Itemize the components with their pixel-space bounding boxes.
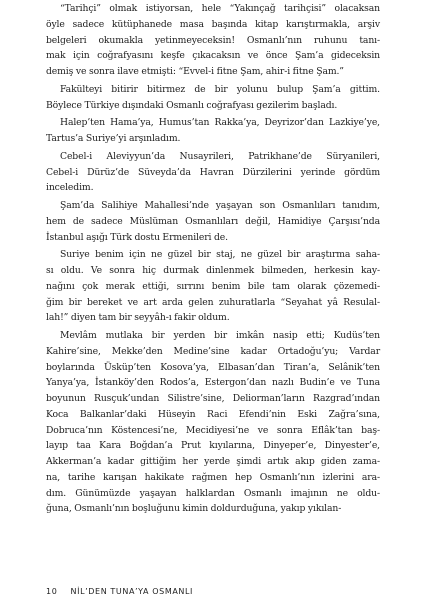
text-line: demiş ve sonra ilave etmişti: “Evvel-i fitne Şam, ahir-i fitne Şam.” <box>46 66 344 77</box>
paragraph <box>46 328 380 517</box>
text-line: inceledim. <box>46 182 94 194</box>
paragraph <box>46 1 380 80</box>
text-line: Akkerman’a kadar gittiğim her yerde şimdi artık akıp giden zama- <box>46 456 380 467</box>
text-line: Halep’ten Hama’ya, Humus’tan Rakka’ya, Deyrizor’dan Lazkiye’ye, <box>60 117 380 129</box>
paragraph <box>46 247 380 326</box>
text-line: Fakülteyi bitirir bitirmez de bir yolunu bulup Şam’a gittim. <box>60 83 380 95</box>
running-title: NİL’DEN TUNA’YA OSMANLI <box>70 587 194 596</box>
text-line: lah!” diyen tam bir seyyâh-ı fakir oldum. <box>46 312 230 324</box>
text-line: Şam’da Salihiye Mahallesi’nde yaşayan son Osmanlıları tanıdım, <box>60 200 380 211</box>
text-line: layıp taa Kara Boğdan’a Prut kıyılarına, Dinyeper’e, Dinyester’e, <box>46 440 380 452</box>
text-line: mak için coğrafyasını keşfe çıkacaksın ve önce Şam’a gideceksin <box>46 50 380 62</box>
text-line: boyunun Rusçuk’undan Silistre’sine, Deliorman’ların Razgrad’ından <box>46 393 380 404</box>
paragraph <box>46 149 380 196</box>
text-line: Suriye benim için ne güzel bir staj, ne güzel bir araştırma saha- <box>60 249 380 261</box>
text-line: na, tarihe karışan hakikate rağmen hep Osmanlı’nın izlerini ara- <box>46 471 380 483</box>
text-line: Mevlâm mutlaka bir yerden bir imkân nasip etti; Kudüs’ten <box>60 330 380 341</box>
text-line: belgeleri okumakla yetinmeyeceksin! Osmanlı’nın ruhunu tanı- <box>46 34 380 46</box>
text-line: Tartus’a Suriye’yi arşınladım. <box>46 133 181 144</box>
text-line: Dobruca’nın Köstencesi’ne, Mecidiyesi’ne ve sonra Eflâk’tan baş- <box>46 424 380 436</box>
page-number: 10 <box>46 587 58 596</box>
text-line: ğim bir bereket ve art arda gelen zuhuratlarla “Seyahat yâ Resulal- <box>46 296 380 308</box>
text-line: Yanya’ya, İstanköy’den Rodos’a, Estergon’dan nazlı Budin’e ve Tuna <box>46 377 380 389</box>
text-line: dım. Günümüzde yaşayan halklardan Osmanlı imajının ne oldu- <box>46 487 380 499</box>
text-line: İstanbul aşığı Türk dostu Ermenileri de. <box>46 231 228 243</box>
text-line: öyle sadece kütüphanede masa başında kitap karıştırmakla, arşiv <box>46 18 380 30</box>
text-line: Böylece Türkiye dışındaki Osmanlı coğrafyası gezilerim başladı. <box>46 99 338 111</box>
body-text <box>46 1 380 519</box>
page-footer <box>46 587 193 596</box>
text-line: ğuna, Osmanlı’nın boşluğunu kimin doldurduğuna, yakıp yıkılan- <box>46 503 342 515</box>
text-line: Koca Balkanlar’daki Hüseyin Raci Efendi’nin Eski Zağra’sına, <box>46 408 380 420</box>
paragraph <box>46 115 380 147</box>
paragraph <box>46 82 380 114</box>
text-line: Kahire’sine, Mekke’den Medine’sine kadar Ortadoğu’yu; Vardar <box>46 345 380 357</box>
text-line: hem de sadece Müslüman Osmanlıları değil, Hamidiye Çarşısı’nda <box>46 215 380 227</box>
paragraph <box>46 198 380 245</box>
text-line: boylarında Üsküp’ten Kosova’ya, Elbasan’dan Tiran’a, Selânik’ten <box>46 361 380 373</box>
text-line: nağını çok merak ettiği, sırrını benim bile tam olarak çözemedi- <box>46 280 380 292</box>
text-line: “Tarihçi” olmak istiyorsan, hele “Yakınçağ tarihçisi” olacaksan <box>60 3 380 14</box>
text-line: Cebel-i Aleviyyun’da Nusayrileri, Patrikhane’de Süryanileri, <box>60 150 380 162</box>
text-line: Cebel-i Dürüz’de Süveyda’da Havran Dürzilerini yerinde gördüm <box>46 166 380 178</box>
text-line: sı oldu. Ve sonra hiç durmak dinlenmek bilmeden, herkesin kay- <box>46 265 380 276</box>
